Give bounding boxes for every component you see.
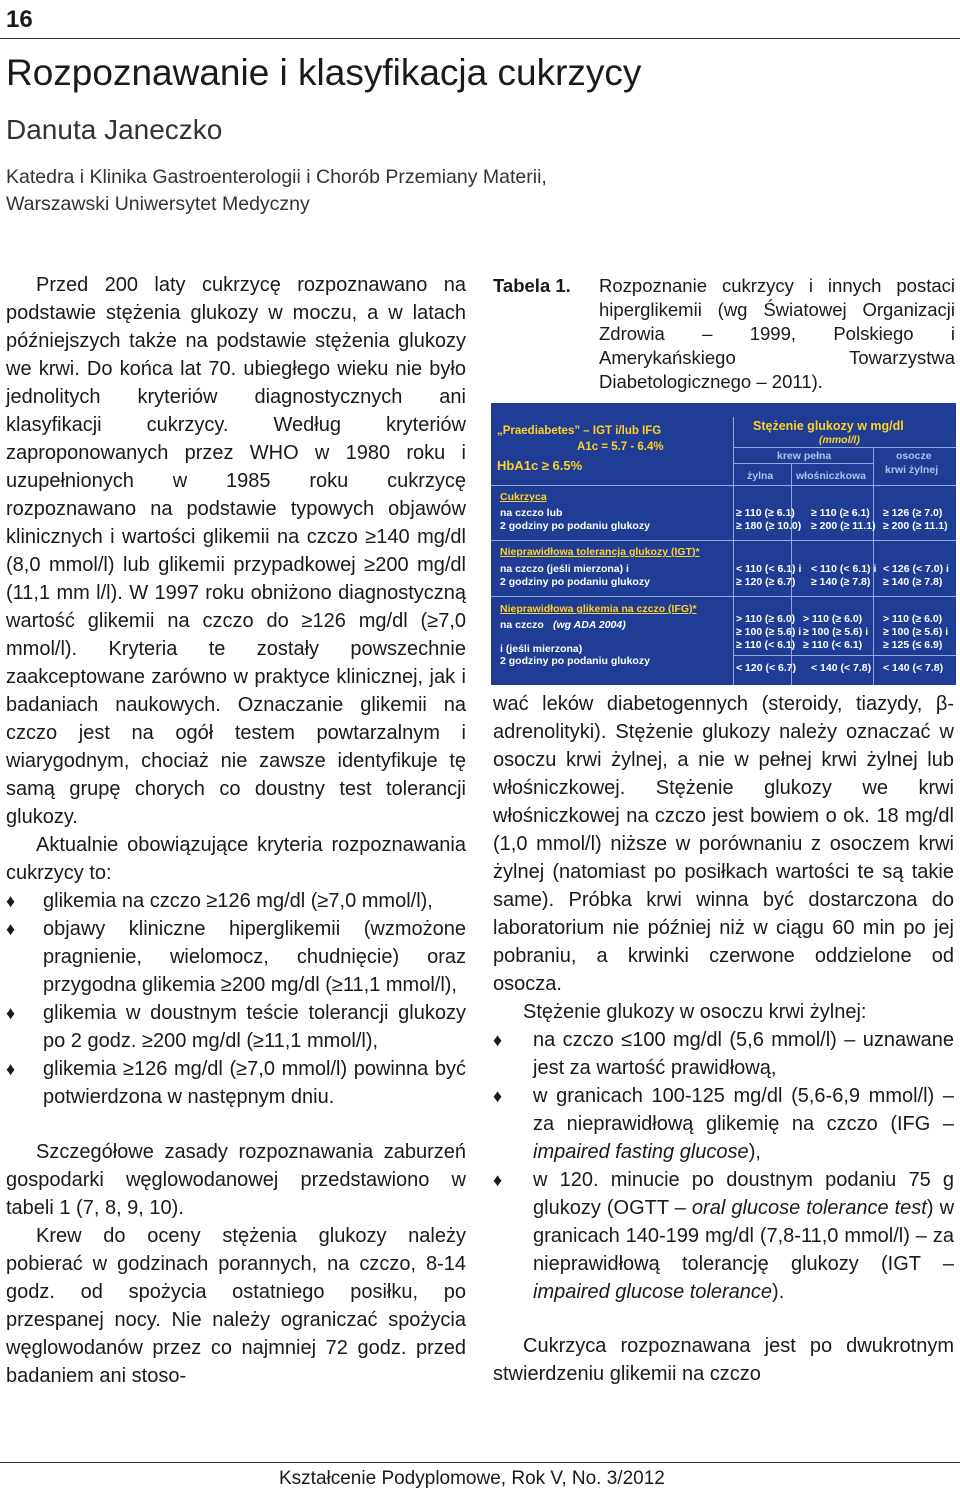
ifg-osocze-4: < 140 (< 7.8) <box>883 662 944 674</box>
glucose-item-2-end: ), <box>748 1141 761 1163</box>
cukrzyca-osocze-1: ≥ 126 (≥ 7.0) <box>883 507 943 519</box>
igt-row-1: na czczo (jeśli mierzona) i <box>500 563 629 575</box>
cukrzyca-row-1: na czczo lub <box>500 507 563 519</box>
criteria-item-2: ♦ objawy kliniczne hiperglikemii (wzmożone pragnienie, wielomocz, chudnięcie) oraz przygodna glikemia ≥200 mg/dl (≥11,1 mmol/l), <box>6 915 466 999</box>
glucose-item-1: ♦ na czczo ≤100 mg/dl (5,6 mmol/l) – uznawane jest za wartość prawidłową, <box>493 1026 954 1082</box>
article-title: Rozpoznawanie i klasyfikacja cukrzycy <box>6 52 642 93</box>
right-paragraph-1: wać leków diabetogennych (steroidy, tiazydy, β-adrenolityki). Stężenie glukozy należy oznaczać w osoczu krwi żylnej, a nie w pełnej krwi żylnej lub włośniczkowej. Stężenie glukozy we krwi włośniczkowej na czczo jest bowiem o ok. 18 mg/dl (1,0 mmol/l) niższe w porównaniu z osoczem krwi żylnej (natomiast po posiłkach wartości te są takie same). Próbka krwi winna być dostarczona do laboratorium nie później niż w ciągu 60 min po jej pobraniu, a krwinki czerwone oddzielone od osocza. <box>493 693 954 995</box>
col-krwi-zylnej: krwi żylnej <box>885 464 939 476</box>
col-wlosniczkowa: włośniczkowa <box>796 470 867 482</box>
left-paragraph-4: Krew do oceny stężenia glukozy należy pobierać w godzinach porannych, na czczo, 8-14 godz. od spożycia ostatniego posiłku, po przespanej nocy. Nie należy ograniczać spożycia węglowodanów przez co najmniej 72 godz. przed badaniem ani stoso- <box>6 1225 466 1387</box>
cukrzyca-wlosn-1: ≥ 110 (≥ 6.1) <box>811 507 870 519</box>
affiliation-line-2: Warszawski Uniwersytet Medyczny <box>6 193 310 215</box>
top-rule <box>0 38 960 39</box>
ifg-zylna-4: < 120 (< 6.7) <box>736 662 797 674</box>
glucose-item-3-text-2: ) w granicach 140-199 mg/dl (7,8-11,0 mmol/l) – za nieprawidłową tolerancję glukozy (IGT – <box>533 1197 955 1275</box>
section-igt: Nieprawidłowa tolerancja glukozy (IGT)* <box>500 546 700 558</box>
igt-osocze-1: < 126 (< 7.0) i <box>883 563 949 575</box>
ifg-wlosn-4: < 140 (< 7.8) <box>811 662 872 674</box>
right-paragraph-3: Cukrzyca rozpoznawana jest po dwukrotnym stwierdzeniu glikemii na czczo <box>493 1335 954 1385</box>
ifg-row-2: i (jeśli mierzona) <box>500 643 583 655</box>
glucose-item-2-term: impaired fasting glucose <box>533 1141 749 1163</box>
left-paragraph-1: Przed 200 laty cukrzycę rozpoznawano na podstawie stężenia glukozy w moczu, a w latach późniejszych także na podstawie stężenia glukozy we krwi. Do końca lat 70. ubiegłego wieku nie było jednolitych kryteriów diagnostycznych ani klasyfikacji cukrzycy. Według kryteriów zaproponowanych przez WHO w 1980 roku i uzupełnionych w 1985 roku cukrzycę rozpoznawano na podstawie typowych objawów klinicznych i wartości glikemii na czczo ≥140 mg/dl (8,0 mmol/l) lub glikemii przypadkowej ≥200 mg/dl (11,1 mm l/l). W 1997 roku obniżono diagnostyczną wartość glikemii na czczo do ≥126 mg/dl (≥7,0 mmol/l). Kryteria te zostały powszechnie zaakceptowane zarówno w praktyce klinicznej, jak i badaniach naukowych. Oznaczanie glikemii na czczo jest na ogół testem powtarzalnym i wiarygodnym, chociaż nie zawsze identyfikuje tę samą grupę chorych co doustny test tolerancji glukozy. <box>6 274 466 828</box>
table-caption <box>493 274 955 394</box>
bottom-rule <box>0 1462 960 1463</box>
glucose-item-3-term-1: oral glucose tolerance test <box>691 1197 927 1219</box>
ifg-wlosn-2: ≥ 100 (≥ 5.6) i <box>803 626 869 638</box>
cukrzyca-wlosn-2: ≥ 200 (≥ 11.1) <box>811 520 876 532</box>
table-caption-text: Rozpoznanie cukrzycy i innych postaci hiperglikemii (wg Światowej Organizacji Zdrowia – 1999, Polskiego i Amerykańskiego Towarzystwa Diabetologicznego – 2011). <box>599 275 955 392</box>
right-paragraph-2: Stężenie glukozy w osoczu krwi żylnej: <box>523 1001 867 1023</box>
igt-wlosn-2: ≥ 140 (≥ 7.8) <box>811 576 871 588</box>
right-column <box>493 690 954 1388</box>
cukrzyca-zylna-1: ≥ 110 (≥ 6.1) <box>736 507 795 519</box>
ifg-wlosn-1: > 110 (≥ 6.0) <box>803 613 863 625</box>
ifg-row-1: na czczo <box>500 619 544 631</box>
criteria-item-1: ♦ glikemia na czczo ≥126 mg/dl (≥7,0 mmol/l), <box>6 887 466 915</box>
glucose-item-2 <box>493 1082 954 1166</box>
glucose-item-3 <box>493 1166 954 1306</box>
glucose-item-3-term-2: impaired glucose tolerance <box>533 1281 773 1303</box>
table-caption-label: Tabela 1. <box>493 275 571 296</box>
col-osocze: osocze <box>896 450 932 462</box>
ifg-wlosn-3: ≥ 110 (< 6.1) <box>803 639 863 651</box>
section-ifg: Nieprawidłowa glikemia na czczo (IFG)* <box>500 603 697 615</box>
ifg-osocze-3: ≥ 125 (≤ 6.9) <box>883 639 943 651</box>
ifg-osocze-1: > 110 (≥ 6.0) <box>883 613 943 625</box>
prediabetes-label: „Praediabetes” – IGT i/lub IFG <box>497 425 662 437</box>
col-zylna: żylna <box>747 470 774 482</box>
cukrzyca-row-2: 2 godziny po podaniu glukozy <box>500 520 650 532</box>
section-cukrzyca: Cukrzyca <box>500 491 547 503</box>
ifg-zylna-3: ≥ 110 (< 6.1) <box>736 639 796 651</box>
author: Danuta Janeczko <box>6 114 223 145</box>
table-header-unit: (mmol/l) <box>819 434 860 446</box>
igt-zylna-1: < 110 (< 6.1) i <box>736 563 802 575</box>
diagnostic-criteria-table <box>491 403 956 685</box>
ifg-zylna-2: ≥ 100 (≥ 5.6) i <box>736 626 802 638</box>
igt-zylna-2: ≥ 120 (≥ 6.7) <box>736 576 796 588</box>
glucose-item-3-text: w 120. minucie po doustnym podaniu 75 g glukozy (OGTT – <box>533 1169 954 1219</box>
ifg-row-1-note: (wg ADA 2004) <box>553 619 626 631</box>
a1c-range: A1c = 5.7 - 6.4% <box>577 441 664 453</box>
page-number: 16 <box>6 6 33 33</box>
glucose-item-3-end: ). <box>772 1281 785 1303</box>
affiliation-line-1: Katedra i Klinika Gastroenterologii i Chorób Przemiany Materii, <box>6 166 547 188</box>
left-paragraph-2: Aktualnie obowiązujące kryteria rozpoznawania cukrzycy to: <box>6 834 466 884</box>
col-krew-pelna: krew pełna <box>777 450 832 462</box>
table-header: Stężenie glukozy w mg/dl <box>753 419 904 433</box>
igt-wlosn-1: < 110 (< 6.1) i <box>811 563 877 575</box>
igt-osocze-2: ≥ 140 (≥ 7.8) <box>883 576 943 588</box>
cukrzyca-osocze-2: ≥ 200 (≥ 11.1) <box>883 520 948 532</box>
glucose-list <box>493 1026 954 1306</box>
footer: Kształcenie Podyplomowe, Rok V, No. 3/2012 <box>279 1468 665 1489</box>
igt-row-2: 2 godziny po podaniu glukozy <box>500 576 650 588</box>
criteria-list <box>6 887 466 1111</box>
cukrzyca-zylna-2: ≥ 180 (≥ 10.0) <box>736 520 802 532</box>
criteria-item-3: ♦ glikemia w doustnym teście tolerancji glukozy po 2 godz. ≥200 mg/dl (≥11,1 mmol/l), <box>6 999 466 1055</box>
ifg-zylna-1: > 110 (≥ 6.0) <box>736 613 796 625</box>
left-paragraph-3: Szczegółowe zasady rozpoznawania zaburzeń gospodarki węglowodanowej przedstawiono w tabeli 1 (7, 8, 9, 10). <box>6 1141 466 1219</box>
ifg-osocze-2: ≥ 100 (≥ 5.6) i <box>883 626 949 638</box>
left-column <box>6 271 466 1390</box>
glucose-item-2-text: w granicach 100-125 mg/dl (5,6-6,9 mmol/l) – za nieprawidłową glikemię na czczo (IFG – <box>533 1085 954 1135</box>
hba1c-threshold: HbA1c ≥ 6.5% <box>497 458 583 473</box>
criteria-item-4: ♦ glikemia ≥126 mg/dl (≥7,0 mmol/l) powinna być potwierdzona w następnym dniu. <box>6 1055 466 1111</box>
ifg-row-3: 2 godziny po podaniu glukozy <box>500 655 650 667</box>
affiliation <box>6 164 547 218</box>
